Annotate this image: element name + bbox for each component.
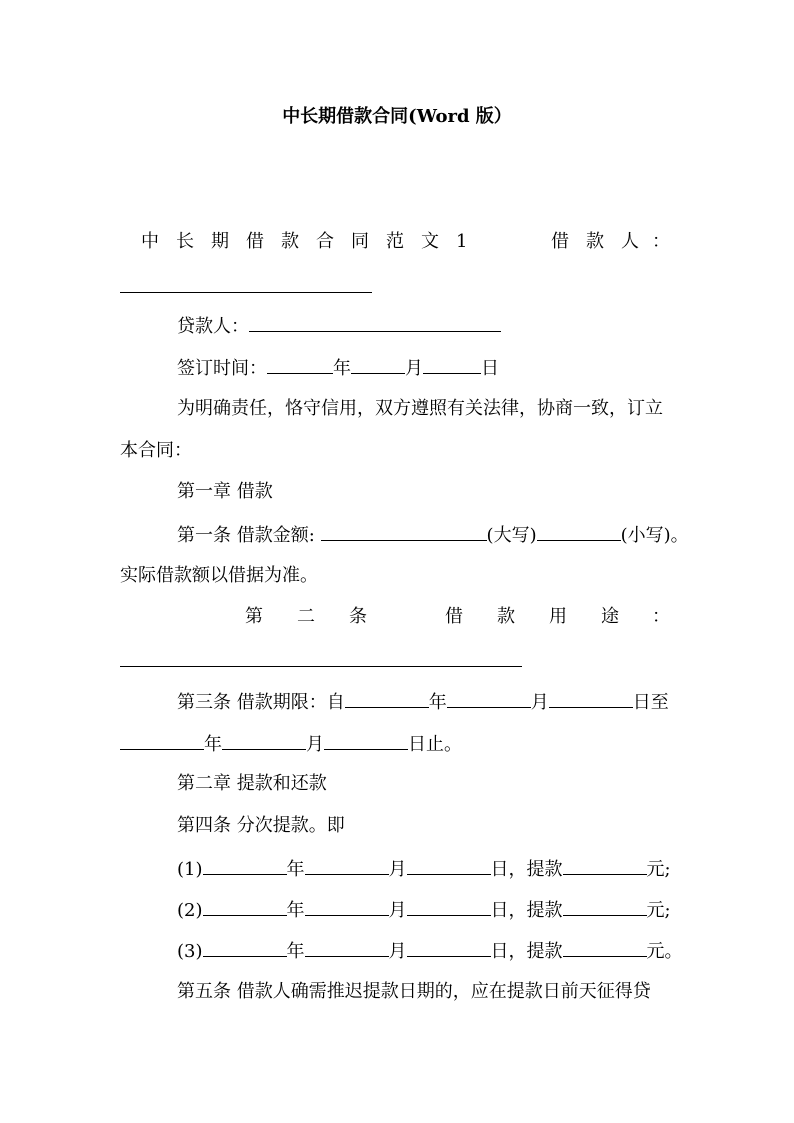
article-1-row — [177, 523, 689, 547]
intro-char: 中 — [141, 231, 159, 252]
amount-upper-blank[interactable] — [321, 523, 487, 541]
term-end-day-blank[interactable] — [324, 732, 408, 750]
term-start-day-blank[interactable] — [549, 690, 633, 708]
purpose-blank[interactable] — [120, 666, 522, 667]
amount-upper-label: (大写) — [486, 525, 537, 546]
signing-row — [177, 356, 499, 380]
installment-unit: 元。 — [646, 941, 683, 962]
article-5: 第五条 借款人确需推迟提款日期的，应在提款日前天征得贷 — [177, 981, 651, 1002]
installment-month: 月 — [388, 900, 407, 921]
intro-char: 借 — [246, 231, 264, 252]
term-end-month: 月 — [306, 734, 324, 755]
signing-label: 签订时间： — [177, 358, 267, 379]
article-3-label: 第三条 借款期限：自 — [177, 692, 345, 713]
article-1-line-2: 实际借款额以借据为准。 — [120, 565, 318, 586]
borrower-char: 款 — [586, 231, 604, 252]
intro-char: 款 — [281, 231, 299, 252]
installment-day: 日，提款 — [490, 941, 563, 962]
term-start-month-blank[interactable] — [447, 690, 531, 708]
article-4: 第四条 分次提款。即 — [177, 815, 345, 836]
article-2-char: 借 — [445, 606, 463, 627]
lender-label: 贷款人： — [177, 316, 249, 337]
article-2-char: 途 — [601, 606, 619, 627]
intro-char: 期 — [211, 231, 229, 252]
amount-lower-label: (小写)。 — [620, 525, 689, 546]
term-day-end: 日止。 — [408, 734, 462, 755]
installment-amount-blank[interactable] — [563, 939, 647, 957]
installment-year-blank[interactable] — [203, 898, 287, 916]
intro-char: 文 — [421, 231, 439, 252]
installment-day-blank[interactable] — [407, 857, 491, 875]
installment-year: 年 — [286, 941, 305, 962]
term-start-year-blank[interactable] — [345, 690, 429, 708]
borrower-char: ： — [652, 231, 670, 252]
installment-day: 日，提款 — [490, 859, 563, 880]
signing-month-blank[interactable] — [351, 356, 405, 374]
installment-num: (1) — [177, 859, 203, 880]
article-2-char: ： — [652, 606, 670, 627]
article-2-char: 第 — [245, 606, 263, 627]
installment-month-blank[interactable] — [305, 857, 389, 875]
installment-row — [177, 898, 671, 922]
installment-num: (2) — [177, 900, 203, 921]
installment-month: 月 — [388, 941, 407, 962]
installment-year-blank[interactable] — [203, 939, 287, 957]
lender-blank[interactable] — [249, 314, 501, 332]
chapter-2-heading: 第二章 提款和还款 — [177, 773, 327, 794]
installment-year: 年 — [286, 900, 305, 921]
purpose-line-1: 为明确责任，恪守信用，双方遵照有关法律，协商一致，订立 — [177, 398, 663, 419]
installment-month: 月 — [388, 859, 407, 880]
installment-amount-blank[interactable] — [563, 857, 647, 875]
installment-month-blank[interactable] — [305, 898, 389, 916]
signing-day-blank[interactable] — [423, 356, 481, 374]
intro-char: 范 — [386, 231, 404, 252]
term-end-month-blank[interactable] — [222, 732, 306, 750]
term-end-year: 年 — [204, 734, 222, 755]
article-3-line-2 — [120, 732, 462, 756]
borrower-blank[interactable] — [120, 292, 372, 293]
amount-lower-blank[interactable] — [537, 523, 621, 541]
term-end-year-blank[interactable] — [120, 732, 204, 750]
installment-day-blank[interactable] — [407, 898, 491, 916]
lender-row — [177, 314, 501, 338]
borrower-char: 人 — [621, 231, 639, 252]
installment-row — [177, 939, 683, 963]
installment-year-blank[interactable] — [203, 857, 287, 875]
article-2-heading — [0, 606, 794, 628]
document-title: 中长期借款合同(Word 版） — [282, 106, 512, 127]
installment-amount-blank[interactable] — [563, 898, 647, 916]
signing-year: 年 — [333, 358, 351, 379]
signing-month: 月 — [405, 358, 423, 379]
intro-char: 同 — [351, 231, 369, 252]
article-3-row — [177, 690, 669, 714]
installment-month-blank[interactable] — [305, 939, 389, 957]
term-start-year: 年 — [428, 692, 447, 713]
installment-year: 年 — [286, 859, 305, 880]
article-2-char: 用 — [549, 606, 567, 627]
intro-heading — [0, 231, 794, 253]
installment-num: (3) — [177, 941, 203, 962]
installment-unit: 元; — [646, 900, 671, 921]
signing-day: 日 — [481, 358, 499, 379]
purpose-line-2: 本合同： — [120, 440, 192, 461]
chapter-1-heading: 第一章 借款 — [177, 481, 273, 502]
colon: : — [308, 525, 315, 546]
installment-row — [177, 857, 671, 881]
article-2-char: 款 — [497, 606, 515, 627]
intro-char: 长 — [176, 231, 194, 252]
installment-unit: 元; — [646, 859, 671, 880]
intro-char: 1 — [456, 231, 468, 252]
borrower-char: 借 — [551, 231, 569, 252]
term-day-to: 日至 — [632, 692, 669, 713]
installment-day: 日，提款 — [490, 900, 563, 921]
article-2-char: 二 — [297, 606, 315, 627]
signing-year-blank[interactable] — [267, 356, 333, 374]
installment-day-blank[interactable] — [407, 939, 491, 957]
article-2-char: 条 — [349, 606, 367, 627]
article-1-label: 第一条 借款金额 — [177, 525, 309, 546]
intro-char: 合 — [316, 231, 334, 252]
term-start-month: 月 — [530, 692, 549, 713]
